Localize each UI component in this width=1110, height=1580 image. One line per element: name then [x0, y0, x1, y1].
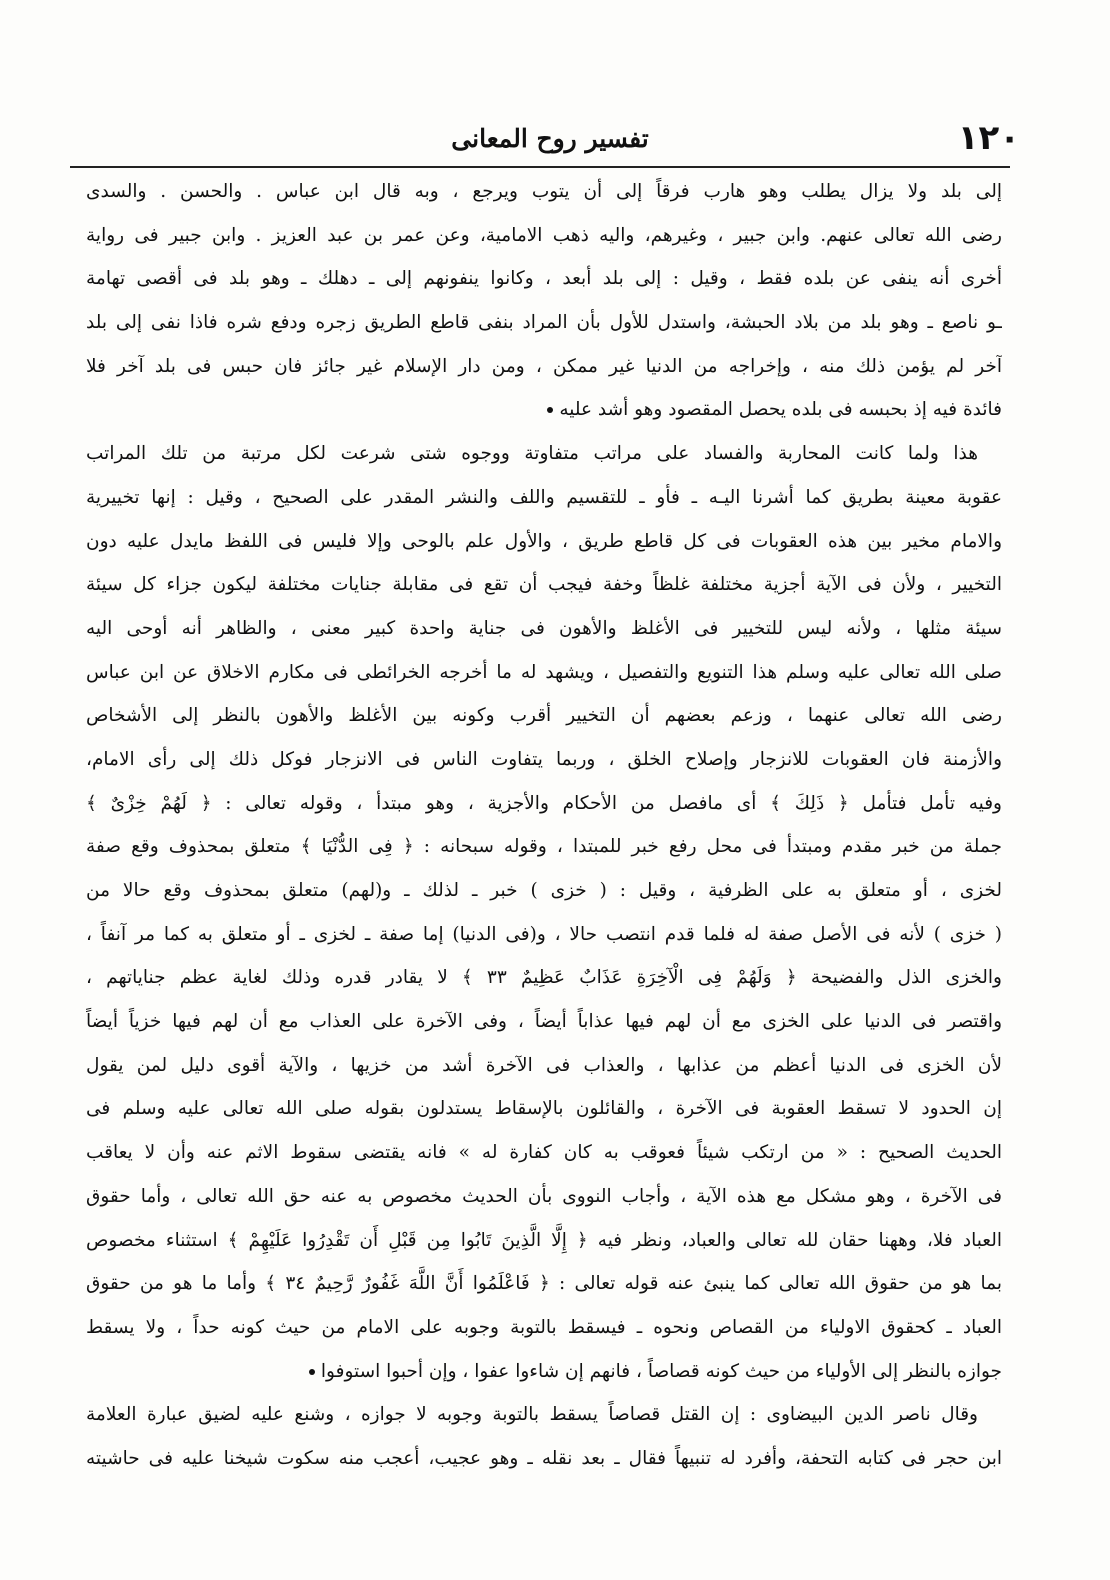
- page-number: ١٢٠: [957, 118, 1020, 158]
- text-line: عقوبة معينة بطريق كما أشرنا اليـه ـ فأو ـ للتقسيم واللف والنشر المقدر على الصحيح ، وقيل : إنها تخييرية: [86, 486, 1002, 508]
- header-rule: [70, 166, 1010, 168]
- text-line: وفيه تأمل فتأمل ﴿ ذَلِكَ ﴾ أى مافصل من الأحكام والأجزية ، وهو مبتدأ ، وقوله تعالى : ﴿ لَهُمْ خِزْىٌ ﴾: [86, 792, 1002, 814]
- text-line: إن الحدود لا تسقط العقوبة فى الآخرة ، والقائلون بالإسقاط يستدلون بقوله صلى الله تعالى عليه وسلم فى: [86, 1098, 1002, 1120]
- text-line: والأزمنة فان العقوبات للانزجار وإصلاح الخلق ، وربما يتفاوت الناس فى الانزجار فوكل ذلك إلى رأى الامام،: [86, 748, 1002, 770]
- text-line: العباد فلا، وههنا حقان لله تعالى والعباد، ونظر فيه ﴿ إِلَّا الَّذِينَ تَابُوا مِن قَبْلِ أَن تَقْدِرُوا عَلَيْهِمْ ﴾ استثناء مخصوص: [86, 1229, 1002, 1251]
- text-line: لخزى ، أو متعلق به على الظرفية ، وقيل : ( خزى ) خبر ـ لذلك ـ و(لهم) متعلق بمحذوف وقع حالا من: [86, 880, 1002, 901]
- text-line: واقتصر فى الدنيا على الخزى مع أن لهم فيها عذاباً أيضاً ، وفى الآخرة على العذاب مع أن لهم فيها خزياً أيضاً: [86, 1011, 1002, 1033]
- text-line: صلى الله تعالى عليه وسلم هذا التنويع والتفصيل ، ويشهد له ما أخرجه الخرائطى فى مكارم الاخلاق عن ابن عباس: [86, 661, 1002, 683]
- text-line: والخزى الذل والفضيحة ﴿ وَلَهُمْ فِى الْآخِرَةِ عَذَابٌ عَظِيمٌ ٣٣ ﴾ لا يقادر قدره وذلك لغاية عظم جناياتهم ،: [86, 967, 1002, 989]
- running-title: تفسير روح المعانى: [451, 124, 649, 153]
- text-line: بما هو من حقوق الله تعالى كما ينبئ عنه قوله تعالى : ﴿ فَاعْلَمُوا أَنَّ اللَّهَ غَفُورٌ رَّحِيمٌ ٣٤ ﴾ وأما ما هو من حقوق: [86, 1273, 1002, 1295]
- text-line: العباد ـ كحقوق الاولياء من القصاص ونحوه ـ فيسقط بالتوبة وجوبه على الامام من حيث كونه حداً ، ولا يسقط: [86, 1316, 1002, 1338]
- text-line: ( خزى ) لأنه فى الأصل صفة له فلما قدم انتصب حالا ، و(فى الدنيا) إما صفة ـ لخزى ـ أو متعلق به كما مر آنفاً ،: [86, 923, 1002, 945]
- text-line: ـو ناصع ـ وهو بلد من بلاد الحبشة، واستدل للأول بأن المراد بنفى قاطع الطريق زجره ودفع شره فاذا نفى إلى بلد: [86, 312, 1002, 334]
- text-line: أخرى أنه ينفى عن بلده فقط ، وقيل : إلى بلد أبعد ، وكانوا ينفونهم إلى ـ دهلك ـ وهو بلد فى أقصى تهامة: [86, 268, 1002, 290]
- text-line: آخر لم يؤمن ذلك منه ، وإخراجه من الدنيا غير ممكن ، ومن دار الإسلام غير جائز فان حبس فى بلد آخر فلا: [86, 355, 1002, 377]
- text-line: ابن حجر فى كتابه التحفة، وأفرد له تنبيهاً فقال ـ بعد نقله ـ وهو عجيب، أعجب منه سكوت شيخنا عليه فى حاشيته: [86, 1447, 1002, 1469]
- text-line: التخيير ، ولأن فى الآية أجزية مختلفة غلظاً وخفة فيجب أن تقع فى مقابلة جنايات مختلفة ليكون جزاء كل سيئة: [86, 574, 1002, 596]
- text-line: هذا ولما كانت المحاربة والفساد على مراتب متفاوتة ووجوه شتى شرعت لكل مرتبة من تلك المراتب: [86, 443, 978, 465]
- paragraph-end-mark: [547, 407, 553, 413]
- text-line: فى الآخرة ، وهو مشكل مع هذه الآية ، وأجاب النووى بأن الحديث مخصوص به عنه حق الله تعالى ، وأما حقوق: [86, 1185, 1002, 1207]
- paragraph-end-mark: [309, 1369, 315, 1375]
- text-line: رضى الله تعالى عنهم. وابن جبير ، وغيرهم، واليه ذهب الامامية، وعن عمر بن عبد العزيز . وابن جبير فى رواية: [86, 224, 1002, 246]
- text-line-content: جوازه بالنظر إلى الأولياء من حيث كونه قصاصاً ، فانهم إن شاءوا عفوا ، وإن أحبوا استوفوا: [320, 1360, 1002, 1382]
- text-line: سيئة مثلها ، ولأنه ليس للتخيير فى الأغلظ والأهون فى جناية واحدة كبير معنى ، والظاهر أنه أوحى اليه: [86, 617, 1002, 639]
- text-line: لأن الخزى فى الدنيا أعظم من عذابها ، والعذاب فى الآخرة أشد من خزيها ، والآية أقوى دليل لمن يقول: [86, 1054, 1002, 1076]
- body-text: [86, 170, 1002, 1481]
- text-line: رضى الله تعالى عنهما ، وزعم بعضهم أن التخيير أقرب وكونه بين الأغلظ والأهون بالنظر إلى الأشخاص: [86, 705, 1002, 727]
- text-line: [86, 1350, 1002, 1394]
- text-line: إلى بلد ولا يزال يطلب وهو هارب فرقاً إلى أن يتوب ويرجع ، وبه قال ابن عباس . والحسن . والسدى: [86, 181, 1002, 202]
- text-line: جملة من خبر مقدم ومبتدأ فى محل رفع خبر للمبتدا ، وقوله سبحانه : ﴿ فِى الدُّنْيَا ﴾ متعلق بمحذوف وقع صفة: [86, 836, 1002, 858]
- page-header: [70, 118, 1030, 164]
- text-line: وقال ناصر الدين البيضاوى : إن القتل قصاصاً يسقط بالتوبة وجوبه لا جوازه ، وشنع عليه لضيق عبارة العلامة: [86, 1404, 978, 1426]
- text-line: الحديث الصحيح : « من ارتكب شيئاً فعوقب به كان كفارة له » فانه يقتضى سقوط الاثم عنه وأن لا يعاقب: [86, 1142, 1002, 1164]
- text-line: والامام مخير بين هذه العقوبات فى كل قاطع طريق ، والأول علم بالوحى وإلا فليس فى اللفظ مايدل عليه دون: [86, 530, 1002, 552]
- text-line-content: فائدة فيه إذ بحبسه فى بلده يحصل المقصود وهو أشد عليه: [559, 399, 1002, 421]
- text-line: [86, 388, 1002, 432]
